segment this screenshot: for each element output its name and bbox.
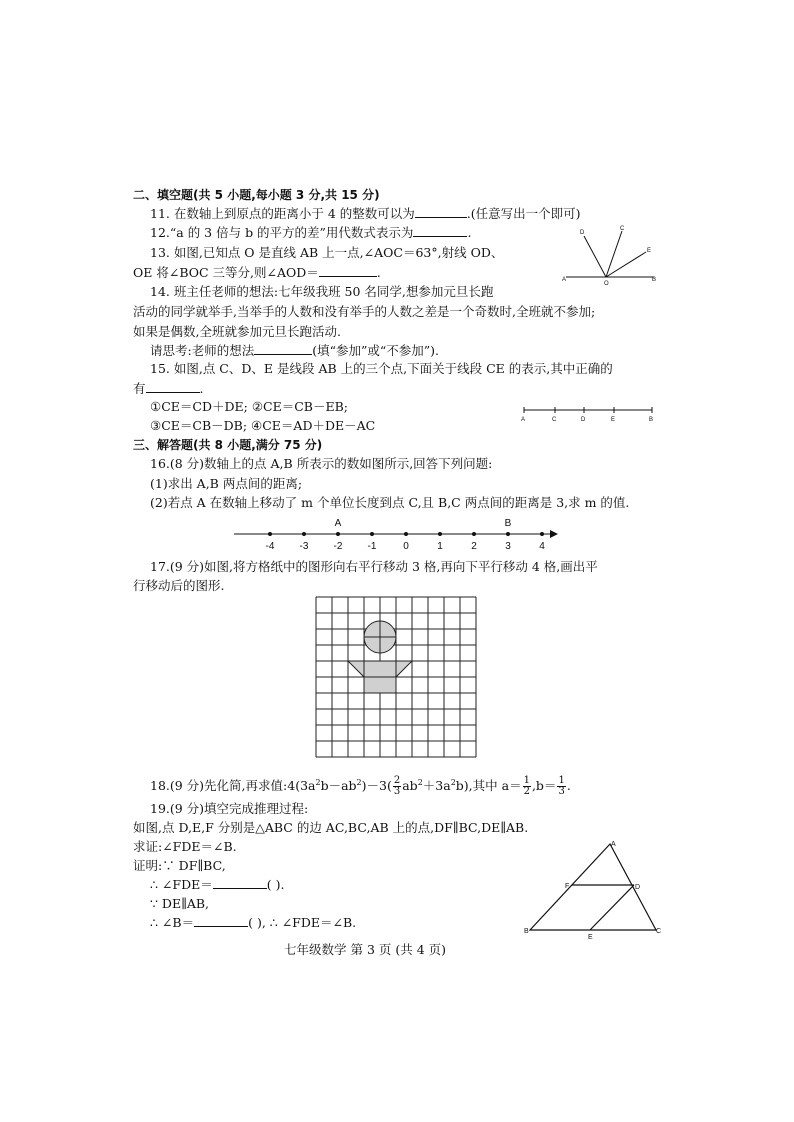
question-15-line1: 15. 如图,点 C、D、E 是线段 AB 上的三个点,下面关于线段 CE 的表示,其中正确的: [150, 361, 613, 376]
q15-segment-figure: [518, 404, 658, 424]
q16-point-a-label: A: [334, 518, 342, 529]
number-line-tick: [506, 532, 510, 536]
fraction-numerator: 1: [558, 775, 565, 787]
number-line-tick-label: -2: [333, 541, 343, 552]
question-18: [150, 772, 571, 797]
q16-number-line: [232, 514, 562, 554]
q13-angle-figure: [562, 222, 662, 286]
fraction-numerator: 1: [523, 775, 530, 787]
q19-answer-blank-1[interactable]: [213, 877, 267, 889]
q18-exp: 2: [450, 778, 456, 787]
q18-fraction: [393, 776, 401, 797]
q18-part: 18.(9 分)先化简,再求值:4(3a: [150, 778, 316, 794]
q14-answer-blank[interactable]: [254, 343, 312, 355]
question-19-line2: 如图,点 D,E,F 分别是△ABC 的边 AC,BC,AB 上的点,DF∥BC,DE∥AB.: [133, 820, 529, 835]
q19-triangle-figure: [524, 840, 664, 940]
q18-part: )－3(: [361, 778, 392, 794]
number-line-tick: [302, 532, 306, 536]
question-16-line1: 16.(8 分)数轴上的点 A,B 所表示的数如图所示,回答下列问题:: [150, 456, 493, 471]
q11-text-end: .(任意写出一个即可): [466, 206, 581, 221]
question-16-line3: (2)若点 A 在数轴上移动了 m 个单位长度到点 C,且 B,C 两点间的距离是 3,求 m 的值.: [150, 495, 630, 510]
q13-answer-blank[interactable]: [319, 265, 377, 277]
q18-exp: 2: [417, 778, 423, 787]
q18-exp: 2: [356, 778, 362, 787]
q19-label-c: C: [656, 928, 662, 935]
fraction-numerator: 2: [393, 775, 401, 787]
q18-fraction: [523, 776, 531, 797]
question-14-line3: 如果是偶数,全班就参加元旦长跑活动.: [133, 324, 341, 339]
q15-label-d: D: [581, 417, 586, 423]
question-11: [150, 206, 581, 222]
q12-answer-blank[interactable]: [413, 225, 467, 237]
number-line-tick: [336, 532, 340, 536]
number-line-tick: [404, 532, 408, 536]
number-line-tick: [370, 532, 374, 536]
question-14-line2: 活动的同学就举手,当举手的人数和没有举手的人数之差是一个奇数时,全班就不参加;: [133, 304, 596, 319]
number-line-tick-label: 2: [471, 541, 477, 552]
question-19-line4: 证明:∵ DF∥BC,: [133, 858, 226, 873]
question-14-line4: [150, 343, 439, 359]
q15-label-c: C: [552, 417, 557, 423]
number-line-tick-label: 3: [505, 541, 511, 552]
fraction-denominator: 3: [393, 786, 401, 798]
question-12: [150, 225, 471, 241]
q16-point-b-label: B: [504, 518, 512, 529]
q13-text: OE 将∠BOC 三等分,则∠AOD＝: [133, 265, 319, 280]
section-3-title: 三、解答题(共 8 小题,满分 75 分): [133, 438, 323, 452]
q11-text: 11. 在数轴上到原点的距离小于 4 的整数可以为: [150, 206, 415, 221]
question-14-line1: 14. 班主任老师的想法:七年级我班 50 名同学,想参加元旦长跑: [150, 284, 494, 299]
question-17-line2: 行移动后的图形.: [133, 578, 225, 593]
q12-text-end: .: [467, 225, 472, 240]
q14-text-end: (填“参加”或“不参加”).: [312, 343, 440, 358]
q13-label-a: A: [562, 277, 567, 283]
q19-label-e: E: [588, 934, 593, 941]
question-13-line1: 13. 如图,已知点 O 是直线 AB 上一点,∠AOC＝63°,射线 OD、: [150, 245, 504, 260]
q15-text-end: .: [199, 381, 204, 396]
q15-label-a: A: [521, 417, 526, 423]
question-19-line5: [150, 877, 284, 893]
q13-label-c: C: [620, 226, 625, 232]
q17-grid-figure: [316, 597, 478, 759]
number-line-tick: [540, 532, 544, 536]
q19-label-d: D: [635, 884, 641, 891]
number-line-tick-label: 4: [539, 541, 545, 552]
number-line-tick-label: -1: [367, 541, 377, 552]
q18-part: ab: [402, 778, 418, 794]
q15-label-e: E: [611, 417, 616, 423]
fraction-denominator: 2: [523, 786, 530, 798]
q13-label-o: O: [604, 281, 609, 287]
q19-text: ∴ ∠FDE＝: [150, 877, 213, 892]
question-19-line1: 19.(9 分)填空完成推理过程:: [150, 801, 309, 816]
q19-text-end: ( ).: [266, 877, 285, 892]
q15-answer-blank[interactable]: [146, 381, 200, 393]
number-line-tick: [472, 532, 476, 536]
number-line-tick: [268, 532, 272, 536]
question-19-line3: 求证:∠FDE＝∠B.: [133, 839, 237, 854]
q18-part: b－ab: [320, 778, 357, 794]
fraction-denominator: 3: [558, 786, 565, 798]
q18-part: .: [566, 778, 571, 794]
question-13-line2: [133, 265, 381, 281]
q19-label-b: B: [524, 928, 529, 935]
number-line-tick-label: -3: [299, 541, 309, 552]
q18-part: ,b＝: [531, 778, 557, 794]
q19-text-end: ( ), ∴ ∠FDE＝∠B.: [248, 915, 357, 930]
q18-exp: 2: [315, 778, 321, 787]
q13-label-b: B: [652, 277, 657, 283]
number-line-tick: [438, 532, 442, 536]
question-15-options-3-4: ③CE＝CB－DB; ④CE＝AD＋DE－AC: [150, 418, 376, 433]
q19-text: ∴ ∠B＝: [150, 915, 195, 930]
question-19-line7: [150, 915, 356, 931]
question-15-line2: [133, 381, 204, 397]
q11-answer-blank[interactable]: [415, 206, 467, 218]
page-footer: 七年级数学 第 3 页 (共 4 页): [284, 942, 446, 957]
number-line-tick-label: -4: [265, 541, 275, 552]
question-16-line2: (1)求出 A,B 两点间的距离;: [150, 476, 303, 491]
question-19-line6: ∵ DE∥AB,: [150, 896, 210, 911]
number-line-tick-label: 1: [437, 541, 443, 552]
number-line-tick-label: 0: [403, 541, 409, 552]
q13-label-d: D: [580, 230, 585, 236]
q18-fraction: [557, 776, 565, 797]
q19-label-f: F: [565, 883, 570, 890]
q13-label-e: E: [647, 248, 652, 254]
section-2-title: 二、填空题(共 5 小题,每小题 3 分,共 15 分): [133, 188, 380, 202]
q18-part: ＋3a: [422, 778, 451, 794]
q15-label-b: B: [649, 417, 654, 423]
q14-text: 请思考:老师的想法: [150, 343, 255, 358]
question-17-line1: 17.(9 分)如图,将方格纸中的图形向右平行移动 3 格,再向下平行移动 4 格,画出平: [150, 559, 598, 574]
q19-answer-blank-2[interactable]: [194, 915, 248, 927]
q12-text: 12.“a 的 3 倍与 b 的平方的差”用代数式表示为: [150, 225, 414, 240]
question-15-options-1-2: ①CE＝CD＋DE; ②CE＝CB－EB;: [150, 399, 348, 414]
q18-part: b),其中 a＝: [455, 778, 522, 794]
q19-label-a: A: [611, 841, 616, 848]
q13-text-end: .: [376, 265, 381, 280]
q15-text: 有: [133, 381, 146, 396]
